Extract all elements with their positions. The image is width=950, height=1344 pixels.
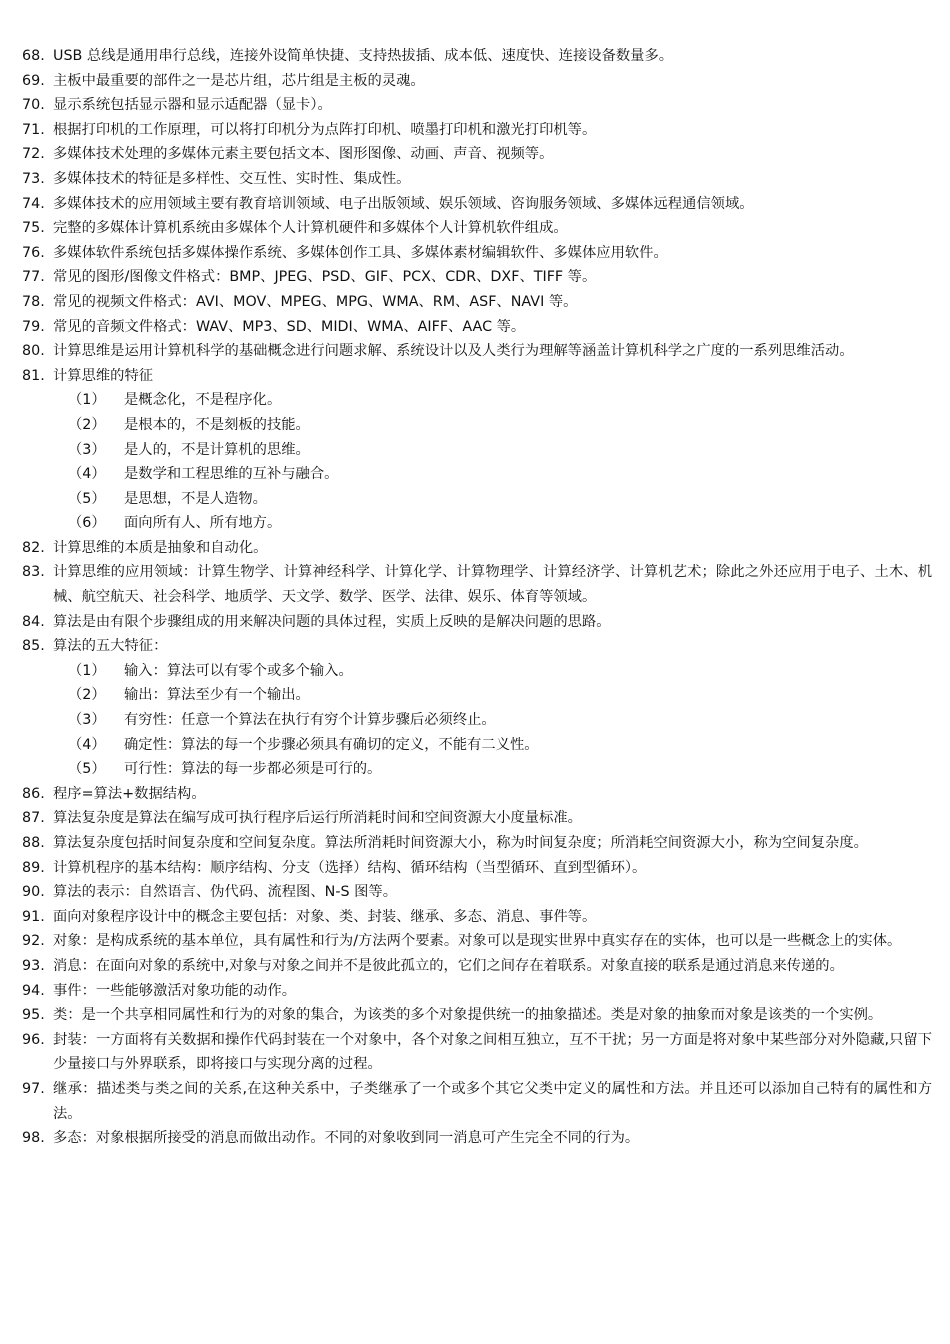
item-number: 82.	[22, 539, 45, 556]
list-item	[22, 69, 932, 94]
item-number: 88.	[22, 835, 45, 851]
list-item	[22, 560, 932, 609]
list-item	[22, 241, 932, 266]
sub-list-item	[22, 659, 932, 684]
item-number: 80.	[22, 343, 45, 360]
list-item	[22, 118, 932, 143]
item-text: 继承：描述类与类之间的关系,在这种关系中，子类继承了一个或多个其它父类中定义的属性和方法。并且还可以添加自己特有的属性和方法。	[53, 1080, 932, 1122]
list-item	[22, 634, 932, 659]
list-item	[22, 192, 932, 217]
sub-item-number: （4）	[68, 466, 106, 483]
sub-list-item	[22, 708, 932, 733]
item-number: 89.	[22, 859, 45, 876]
sub-item-number: （5）	[68, 490, 106, 507]
item-number: 69.	[22, 72, 45, 89]
sub-item-text: 是概念化，不是程序化。	[124, 392, 282, 409]
item-number: 81.	[22, 367, 45, 384]
sub-list-item	[22, 683, 932, 708]
item-number: 83.	[22, 564, 45, 581]
item-text: 完整的多媒体计算机系统由多媒体个人计算机硬件和多媒体个人计算机软件组成。	[53, 220, 568, 237]
item-number: 97.	[22, 1080, 45, 1097]
item-text: 计算思维是运用计算机科学的基础概念进行问题求解、系统设计以及人类行为理解等涵盖计算机科学之广度的一系列思维活动。	[53, 343, 854, 360]
sub-list-item	[22, 462, 932, 487]
item-number: 90.	[22, 884, 45, 901]
list-item	[22, 880, 932, 905]
sub-item-text: 有穷性：任意一个算法在执行有穷个计算步骤后必须终止。	[124, 712, 496, 729]
list-item	[22, 610, 932, 635]
list-item	[22, 1077, 932, 1126]
sub-list-item	[22, 487, 932, 512]
list-item	[22, 44, 932, 69]
list-item	[22, 856, 932, 881]
item-number: 84.	[22, 613, 45, 630]
list-item	[22, 1126, 932, 1151]
list-item	[22, 265, 932, 290]
sub-item-text: 输出：算法至少有一个输出。	[124, 687, 310, 704]
item-number: 95.	[22, 1007, 45, 1024]
item-text: 类：是一个共享相同属性和行为的对象的集合，为该类的多个对象提供统一的抽象描述。类是对象的抽象而对象是该类的一个实例。	[53, 1007, 883, 1024]
list-item	[22, 954, 932, 979]
item-number: 79.	[22, 318, 45, 335]
item-text: USB 总线是通用串行总线，连接外设简单快捷、支持热拔插、成本低、速度快、连接设备数量多。	[53, 48, 674, 64]
item-text: 算法复杂度是算法在编写成可执行程序后运行所消耗时间和空间资源大小度量标准。	[53, 810, 582, 827]
sub-item-number: （2）	[68, 416, 106, 433]
sub-list-item	[22, 511, 932, 536]
item-text: 多媒体技术的特征是多样性、交互性、实时性、集成性。	[53, 170, 411, 187]
list-item	[22, 536, 932, 561]
list-item	[22, 1003, 932, 1028]
item-text: 事件：一些能够激活对象功能的动作。	[53, 982, 297, 999]
item-text: 对象：是构成系统的基本单位，具有属性和行为/方法两个要素。对象可以是现实世界中真实存在的实体，也可以是一些概念上的实体。	[53, 933, 902, 950]
sub-list-item	[22, 757, 932, 782]
document-body	[22, 44, 932, 1151]
item-text: 算法的五大特征：	[53, 638, 168, 655]
item-number: 70.	[22, 97, 45, 114]
sub-item-number: （3）	[68, 712, 106, 729]
item-text: 常见的音频文件格式：WAV、MP3、SD、MIDI、WMA、AIFF、AAC 等。	[53, 318, 526, 335]
sub-item-text: 是数学和工程思维的互补与融合。	[124, 466, 339, 483]
item-number: 72.	[22, 146, 45, 163]
item-text: 根据打印机的工作原理，可以将打印机分为点阵打印机、喷墨打印机和激光打印机等。	[53, 121, 597, 138]
item-number: 76.	[22, 244, 45, 261]
sub-list-item	[22, 388, 932, 413]
item-text: 显示系统包括显示器和显示适配器（显卡）。	[53, 97, 332, 114]
list-item	[22, 1028, 932, 1077]
item-text: 常见的视频文件格式：AVI、MOV、MPEG、MPG、WMA、RM、ASF、NAVI 等。	[53, 293, 578, 310]
list-item	[22, 905, 932, 930]
sub-item-number: （3）	[68, 441, 106, 458]
list-item	[22, 93, 932, 118]
list-item	[22, 290, 932, 315]
sub-list-item	[22, 733, 932, 758]
sub-item-number: （5）	[68, 761, 106, 778]
item-number: 96.	[22, 1031, 45, 1048]
list-item	[22, 216, 932, 241]
item-text: 计算思维的本质是抽象和自动化。	[53, 539, 268, 556]
list-item	[22, 167, 932, 192]
item-text: 算法的表示：自然语言、伪代码、流程图、N-S 图等。	[53, 884, 398, 901]
item-text: 多态：对象根据所接受的消息而做出动作。不同的对象收到同一消息可产生完全不同的行为。	[53, 1130, 640, 1147]
sub-item-number: （1）	[68, 662, 106, 679]
item-text: 面向对象程序设计中的概念主要包括：对象、类、封装、继承、多态、消息、事件等。	[53, 908, 597, 925]
list-item	[22, 339, 932, 364]
item-text: 计算思维的应用领域：计算生物学、计算神经科学、计算化学、计算物理学、计算经济学、计算机艺术；除此之外还应用于电子、土木、机械、航空航天、社会科学、地质学、天文学、数学、医学、法律、娱乐、体育等领域。	[53, 564, 932, 606]
item-number: 87.	[22, 810, 45, 827]
sub-item-number: （6）	[68, 515, 106, 532]
item-number: 78.	[22, 293, 45, 310]
list-item	[22, 364, 932, 389]
list-item	[22, 315, 932, 340]
item-text: 常见的图形/图像文件格式：BMP、JPEG、PSD、GIF、PCX、CDR、DXF、TIFF 等。	[53, 269, 597, 286]
sub-item-number: （1）	[68, 392, 106, 409]
item-text: 程序=算法+数据结构。	[53, 785, 206, 802]
sub-item-text: 是根本的，不是刻板的技能。	[124, 416, 310, 433]
sub-item-text: 是思想，不是人造物。	[124, 490, 267, 507]
list-item	[22, 806, 932, 831]
sub-item-number: （2）	[68, 687, 106, 704]
sub-item-text: 是人的，不是计算机的思维。	[124, 441, 310, 458]
item-number: 86.	[22, 785, 45, 802]
item-number: 98.	[22, 1130, 45, 1147]
sub-list-item	[22, 413, 932, 438]
item-text: 多媒体技术处理的多媒体元素主要包括文本、图形图像、动画、声音、视频等。	[53, 146, 554, 163]
item-number: 71.	[22, 121, 45, 138]
item-number: 85.	[22, 638, 45, 655]
list-item	[22, 831, 932, 856]
item-text: 多媒体技术的应用领域主要有教育培训领域、电子出版领域、娱乐领域、咨询服务领域、多媒体远程通信领域。	[53, 195, 754, 212]
sub-item-text: 面向所有人、所有地方。	[124, 515, 282, 532]
item-text: 计算思维的特征	[53, 367, 154, 384]
sub-item-text: 可行性：算法的每一步都必须是可行的。	[124, 761, 382, 778]
item-number: 73.	[22, 170, 45, 187]
list-item	[22, 929, 932, 954]
item-text: 主板中最重要的部件之一是芯片组，芯片组是主板的灵魂。	[53, 72, 425, 89]
sub-item-number: （4）	[68, 736, 106, 753]
item-number: 75.	[22, 220, 45, 237]
item-text: 算法是由有限个步骤组成的用来解决问题的具体过程，实质上反映的是解决问题的思路。	[53, 613, 611, 630]
list-item	[22, 142, 932, 167]
list-item	[22, 782, 932, 807]
item-text: 封装：一方面将有关数据和操作代码封装在一个对象中，各个对象之间相互独立，互不干扰；另一方面是将对象中某些部分对外隐藏,只留下少量接口与外界联系，即将接口与实现分离的过程。	[53, 1031, 932, 1073]
list-item	[22, 979, 932, 1004]
item-number: 91.	[22, 908, 45, 925]
item-text: 算法复杂度包括时间复杂度和空间复杂度。算法所消耗时间资源大小，称为时间复杂度；所消耗空间资源大小，称为空间复杂度。	[53, 835, 868, 851]
item-number: 74.	[22, 195, 45, 212]
item-text: 计算机程序的基本结构：顺序结构、分支（选择）结构、循环结构（当型循环、直到型循环）。	[53, 859, 647, 876]
item-number: 93.	[22, 957, 45, 974]
item-number: 92.	[22, 933, 45, 950]
sub-item-text: 输入：算法可以有零个或多个输入。	[124, 662, 353, 679]
item-number: 94.	[22, 982, 45, 999]
item-text: 多媒体软件系统包括多媒体操作系统、多媒体创作工具、多媒体素材编辑软件、多媒体应用软件。	[53, 244, 668, 261]
item-number: 77.	[22, 269, 45, 286]
item-text: 消息：在面向对象的系统中,对象与对象之间并不是彼此孤立的，它们之间存在着联系。对象直接的联系是通过消息来传递的。	[53, 957, 844, 974]
item-number: 68.	[22, 48, 45, 64]
sub-item-text: 确定性：算法的每一个步骤必须具有确切的定义，不能有二义性。	[124, 736, 539, 753]
sub-list-item	[22, 438, 932, 463]
